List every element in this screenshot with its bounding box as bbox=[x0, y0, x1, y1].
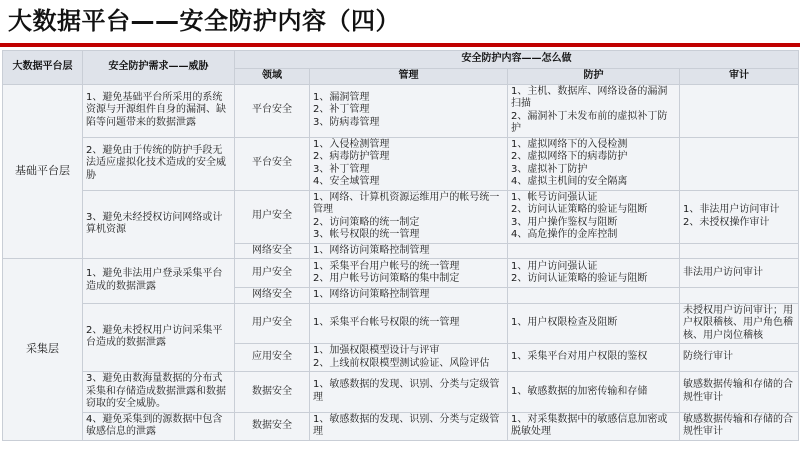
manage-cell bbox=[310, 344, 508, 372]
audit-line: 防绕行审计 bbox=[683, 351, 733, 363]
protect-cell bbox=[508, 344, 680, 372]
header-domain: 领域 bbox=[235, 69, 310, 85]
table-row bbox=[3, 137, 799, 190]
demand-cell: 3、避免由数海量数据的分布式采集和存储造成数据泄露和数据窃取的安全威胁。 bbox=[83, 372, 235, 413]
manage-line: 2、用户帐号访问策略的集中制定 bbox=[313, 273, 460, 284]
domain-cell: 用户安全 bbox=[235, 303, 310, 344]
audit-cell bbox=[680, 303, 799, 344]
manage-line: 1、敏感数据的发现、识别、分类与定级管理 bbox=[313, 379, 500, 403]
manage-line: 1、采集平台用户帐号的统一管理 bbox=[313, 260, 460, 272]
protect-line: 1、采集平台对用户权限的鉴权 bbox=[511, 351, 648, 363]
header-demand: 安全防护需求——威胁 bbox=[83, 51, 235, 85]
protect-line: 1、对采集数据中的敏感信息加密或脱敏处理 bbox=[511, 413, 668, 437]
manage-cell bbox=[310, 412, 508, 440]
manage-line: 3、防病毒管理 bbox=[313, 116, 380, 128]
manage-line: 2、上线前权限模型测试验证、风险评估 bbox=[313, 357, 490, 369]
table-row bbox=[3, 303, 799, 344]
table-row bbox=[3, 84, 799, 137]
manage-line: 1、网络、计算机资源运维用户的帐号统一管理 bbox=[313, 191, 500, 215]
protect-cell bbox=[508, 372, 680, 413]
domain-cell: 平台安全 bbox=[235, 137, 310, 190]
manage-cell bbox=[310, 288, 508, 304]
demand-cell: 1、避免基础平台所采用的系统资源与开源组件自身的漏洞、缺陷等问题带来的数据泄露 bbox=[83, 84, 235, 137]
layer-cell: 基础平台层 bbox=[3, 84, 83, 259]
manage-cell bbox=[310, 243, 508, 259]
protect-line: 2、访问认证策略的验证与阻断 bbox=[511, 204, 648, 215]
audit-line: 1、非法用户访问审计 bbox=[683, 204, 780, 215]
domain-cell: 网络安全 bbox=[235, 243, 310, 259]
header-manage: 管理 bbox=[310, 69, 508, 85]
protect-line: 1、用户访问强认证 bbox=[511, 260, 598, 272]
manage-cell bbox=[310, 84, 508, 137]
layer-cell: 采集层 bbox=[3, 259, 83, 441]
demand-cell: 1、避免非法用户登录采集平台造成的数据泄露 bbox=[83, 259, 235, 304]
manage-cell bbox=[310, 190, 508, 243]
domain-cell: 平台安全 bbox=[235, 84, 310, 137]
manage-line: 4、安全域管理 bbox=[313, 176, 380, 187]
manage-cell bbox=[310, 259, 508, 288]
protect-cell bbox=[508, 243, 680, 259]
protect-line: 1、用户权限检查及阻断 bbox=[511, 317, 618, 328]
protect-cell bbox=[508, 303, 680, 344]
protect-line: 1、虚拟网络下的入侵检测 bbox=[511, 138, 628, 150]
protect-line: 2、虚拟网络下的病毒防护 bbox=[511, 151, 628, 162]
domain-cell: 网络安全 bbox=[235, 288, 310, 304]
audit-cell bbox=[680, 372, 799, 413]
demand-cell: 2、避免未授权用户访问采集平台造成的数据泄露 bbox=[83, 303, 235, 372]
table-row bbox=[3, 372, 799, 413]
protect-line: 4、高危操作的金库控制 bbox=[511, 229, 618, 240]
audit-line: 2、未授权操作审计 bbox=[683, 216, 770, 228]
protect-line: 1、帐号访问强认证 bbox=[511, 191, 598, 203]
header-protect: 防护 bbox=[508, 69, 680, 85]
protect-cell bbox=[508, 137, 680, 190]
table-row bbox=[3, 190, 799, 243]
manage-line: 1、采集平台帐号权限的统一管理 bbox=[313, 317, 460, 328]
protect-line: 4、虚拟主机间的安全隔离 bbox=[511, 176, 628, 187]
domain-cell: 应用安全 bbox=[235, 344, 310, 372]
protect-cell bbox=[508, 412, 680, 440]
manage-cell bbox=[310, 372, 508, 413]
manage-line: 2、病毒防护管理 bbox=[313, 151, 390, 162]
domain-cell: 数据安全 bbox=[235, 412, 310, 440]
protect-line: 2、访问认证策略的验证与阻断 bbox=[511, 273, 648, 284]
manage-line: 1、敏感数据的发现、识别、分类与定级管理 bbox=[313, 413, 500, 437]
audit-cell bbox=[680, 84, 799, 137]
manage-line: 1、漏洞管理 bbox=[313, 91, 370, 103]
header-layer: 大数据平台层 bbox=[3, 51, 83, 85]
header-audit: 审计 bbox=[680, 69, 799, 85]
audit-cell bbox=[680, 259, 799, 288]
manage-line: 1、入侵检测管理 bbox=[313, 138, 390, 150]
manage-cell bbox=[310, 303, 508, 344]
table-row bbox=[3, 259, 799, 288]
domain-cell: 用户安全 bbox=[235, 259, 310, 288]
manage-line: 2、补丁管理 bbox=[313, 104, 370, 116]
manage-line: 3、补丁管理 bbox=[313, 163, 370, 175]
manage-cell bbox=[310, 137, 508, 190]
audit-cell bbox=[680, 190, 799, 243]
audit-cell bbox=[680, 344, 799, 372]
audit-line: 敏感数据传输和存储的合规性审计 bbox=[683, 379, 793, 403]
audit-line: 非法用户访问审计 bbox=[683, 266, 763, 278]
demand-cell: 2、避免由于传统的防护手段无法适应虚拟化技术造成的安全威胁 bbox=[83, 137, 235, 190]
manage-line: 1、网络访问策略控制管理 bbox=[313, 244, 430, 256]
protect-line: 3、虚拟补丁防护 bbox=[511, 163, 588, 175]
manage-line: 1、网络访问策略控制管理 bbox=[313, 289, 430, 300]
protect-line: 3、用户操作鉴权与阻断 bbox=[511, 216, 618, 228]
demand-cell: 3、避免未经授权访问网络或计算机资源 bbox=[83, 190, 235, 259]
protect-line: 1、敏感数据的加密传输和存储 bbox=[511, 385, 648, 397]
manage-line: 2、访问策略的统一制定 bbox=[313, 216, 420, 228]
title-underline bbox=[0, 43, 800, 47]
table-row bbox=[3, 412, 799, 440]
demand-cell: 4、避免采集到的源数据中包含敏感信息的泄露 bbox=[83, 412, 235, 440]
page-title: 大数据平台——安全防护内容（四） bbox=[8, 7, 400, 35]
audit-cell bbox=[680, 243, 799, 259]
domain-cell: 用户安全 bbox=[235, 190, 310, 243]
protect-cell bbox=[508, 259, 680, 288]
audit-cell bbox=[680, 288, 799, 304]
audit-cell bbox=[680, 412, 799, 440]
protect-line: 2、漏洞补丁未发布前的虚拟补丁防护 bbox=[511, 110, 668, 134]
audit-line: 未授权用户访问审计；用户权限稽核、用户角色稽核、用户岗位稽核 bbox=[683, 304, 793, 341]
header-row-1 bbox=[3, 51, 799, 69]
protect-line: 1、主机、数据库、网络设备的漏洞扫描 bbox=[511, 85, 668, 109]
protect-cell bbox=[508, 190, 680, 243]
manage-line: 3、帐号权限的统一管理 bbox=[313, 229, 420, 240]
audit-cell bbox=[680, 137, 799, 190]
protect-cell bbox=[508, 84, 680, 137]
security-content-table bbox=[2, 50, 799, 441]
audit-line: 敏感数据传输和存储的合规性审计 bbox=[683, 413, 793, 437]
domain-cell: 数据安全 bbox=[235, 372, 310, 413]
protect-cell bbox=[508, 288, 680, 304]
manage-line: 1、加强权限模型设计与评审 bbox=[313, 345, 440, 356]
header-content-group: 安全防护内容——怎么做 bbox=[235, 51, 799, 69]
